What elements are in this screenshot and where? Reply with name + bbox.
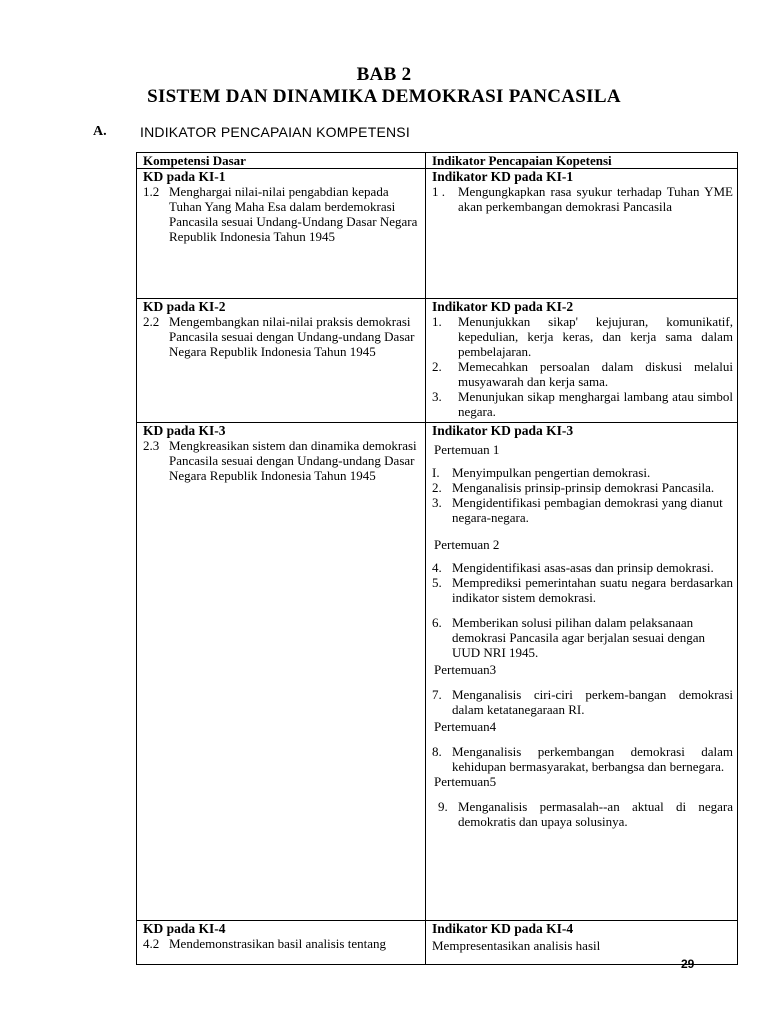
- kd-heading: KD pada KI-2: [143, 299, 226, 314]
- kd-heading: KD pada KI-4: [143, 921, 226, 936]
- indicator-heading: Indikator KD pada KI-2: [432, 299, 574, 314]
- indicator-cell: [426, 299, 738, 423]
- indicator-item: [432, 575, 733, 605]
- indicator-heading: Indikator KD pada KI-4: [432, 921, 574, 936]
- kd-text: Mengembangkan nilai-nilai praksis demokrasi Pancasila sesuai dengan Undang-undang Dasar Negara Republik Indonesia Tahun 1945: [169, 314, 415, 359]
- indicator-item: [432, 495, 733, 525]
- meeting-label: Pertemuan5: [434, 774, 497, 789]
- indicator-cell: [426, 423, 738, 921]
- indicator-number: 1 .: [432, 184, 445, 199]
- indicator-item: [432, 389, 733, 419]
- meeting-label: Pertemuan4: [434, 719, 497, 734]
- indicator-text: Menganalisis permasalah--an aktual di negara demokratis dan upaya solusinya.: [458, 799, 733, 829]
- indicator-text: Mengidentifikasi pembagian demokrasi yang dianut negara-negara.: [452, 495, 723, 525]
- meeting-label: Pertemuan3: [434, 662, 497, 677]
- indicator-number: 1.: [432, 314, 442, 329]
- section-title: INDIKATOR PENCAPAIAN KOMPETENSI: [140, 124, 410, 140]
- indicator-item: [432, 480, 733, 495]
- table-row: [137, 921, 738, 965]
- header-indikator: Indikator Pencapaian Kopetensi: [426, 153, 738, 169]
- indicator-text: Menganalisis perkembangan demokrasi dalam kehidupan bermasyarakat, berbangsa dan bernegara.: [452, 744, 733, 774]
- kd-heading: KD pada KI-1: [143, 169, 226, 184]
- chapter-heading: BAB 2: [356, 64, 412, 85]
- kd-item: [143, 314, 421, 359]
- indicator-number: 5.: [432, 575, 442, 590]
- kd-number: 2.2: [143, 314, 160, 329]
- indicator-item: [432, 615, 733, 660]
- indicator-text: Mengungkapkan rasa syukur terhadap Tuhan YME akan perkembangan demokrasi Pancasila: [458, 184, 733, 214]
- indicator-item: [432, 184, 733, 214]
- indicator-item: [432, 359, 733, 389]
- indicator-text: Mempresentasikan analisis hasil: [432, 938, 601, 953]
- indicator-text: Memprediksi pemerintahan suatu negara berdasarkan indikator sistem demokrasi.: [452, 575, 733, 605]
- table-row: [137, 299, 738, 423]
- indicator-number: I.: [432, 465, 440, 480]
- indicator-number: 9.: [438, 799, 448, 814]
- indicator-item: [432, 799, 733, 829]
- kd-number: 2.3: [143, 438, 160, 453]
- kd-number: 4.2: [143, 936, 160, 951]
- table-row: [137, 423, 738, 921]
- table-row: [137, 169, 738, 299]
- indicator-item: [432, 687, 733, 717]
- header-kompetensi-dasar: Kompetensi Dasar: [137, 153, 426, 169]
- indicator-item: [432, 314, 733, 359]
- meeting-label: Pertemuan 1: [434, 442, 500, 457]
- indicator-heading: Indikator KD pada KI-1: [432, 169, 574, 184]
- indicator-item: [432, 560, 733, 575]
- competency-table: [136, 152, 738, 965]
- indicator-text: Menunjukan sikap menghargai lambang atau simbol negara.: [458, 389, 733, 419]
- indicator-heading: Indikator KD pada KI-3: [432, 423, 574, 438]
- kd-cell: [137, 299, 426, 423]
- indicator-text: Menganalisis ciri-ciri perkem-bangan demokrasi dalam ketatanegaraan RI.: [452, 687, 733, 717]
- kd-item: [143, 184, 421, 244]
- indicator-number: 3.: [432, 495, 442, 510]
- kd-number: 1.2: [143, 184, 160, 199]
- meeting-label: Pertemuan 2: [434, 537, 500, 552]
- indicator-number: 7.: [432, 687, 442, 702]
- indicator-number: 2.: [432, 359, 442, 374]
- kd-cell: [137, 423, 426, 921]
- kd-item: [143, 936, 421, 951]
- indicator-text: Memecahkan persoalan dalam diskusi melalui musyawarah dan kerja sama.: [458, 359, 733, 389]
- indicator-number: 4.: [432, 560, 442, 575]
- indicator-number: 2.: [432, 480, 442, 495]
- indicator-cell: [426, 169, 738, 299]
- chapter-title: SISTEM DAN DINAMIKA DEMOKRASI PANCASILA: [147, 86, 621, 107]
- kd-text: Mendemonstrasikan basil analisis tentang: [169, 936, 386, 951]
- page-number: 29: [681, 957, 695, 971]
- kd-heading: KD pada KI-3: [143, 423, 226, 438]
- indicator-number: 6.: [432, 615, 442, 630]
- indicator-item: [432, 465, 733, 480]
- indicator-number: 8.: [432, 744, 442, 759]
- section-letter: A.: [93, 124, 107, 139]
- indicator-text: Mengidentifikasi asas-asas dan prinsip demokrasi.: [452, 560, 714, 575]
- indicator-text: Menyimpulkan pengertian demokrasi.: [452, 465, 651, 480]
- kd-text: Menghargai nilai-nilai pengabdian kepada Tuhan Yang Maha Esa dalam berdemokrasi Pancasila sesuai Undang-Undang Dasar Negara Republik Indonesia Tahun 1945: [169, 184, 418, 244]
- kd-text: Mengkreasikan sistem dan dinamika demokrasi Pancasila sesuai dengan Undang-undang Dasar Negara Republik Indonesia Tahun 1945: [169, 438, 417, 483]
- indicator-text: Menganalisis prinsip-prinsip demokrasi Pancasila.: [452, 480, 715, 495]
- table-header-row: [137, 153, 738, 169]
- kd-cell: [137, 921, 426, 965]
- kd-item: [143, 438, 421, 483]
- indicator-text: Menunjukkan sikap' kejujuran, komunikatif, kepedulian, kerja keras, dan kerja sama dalam pembelajaran.: [458, 314, 733, 359]
- indicator-text: Memberikan solusi pilihan dalam pelaksanaan demokrasi Pancasila agar berjalan sesuai dengan UUD NRI 1945.: [452, 615, 706, 660]
- indicator-number: 3.: [432, 389, 442, 404]
- kd-cell: [137, 169, 426, 299]
- indicator-item: [432, 744, 733, 774]
